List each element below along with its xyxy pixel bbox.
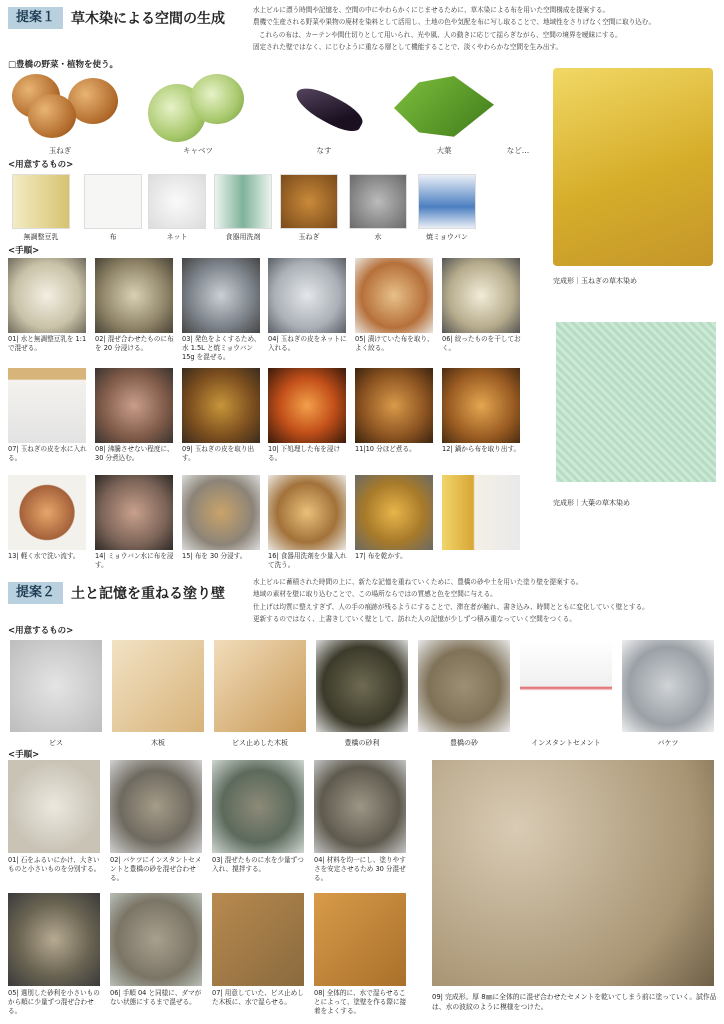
step2-3: 03| 混ぜたものに水を少量ずつ入れ、撹拌する。 [212, 760, 308, 874]
material2-cement: インスタントセメント [520, 640, 612, 748]
step2-6: 06| 手順 04 と同様に、ダマがない状態にするまで混ぜる。 [110, 893, 206, 1007]
step-3: 03| 発色をよくするため、水 1.5L と焼ミョウバン 15g を混ぜる。 [182, 258, 264, 362]
step-6: 06| 絞ったものを干しておく。 [442, 258, 524, 353]
intro-line: 地域の素材を壁に取り込むことで、この場所ならではの質感と色を空間に与える。 [253, 590, 497, 599]
intro-line: 水上ビルに漂う時間や記憶を、空間の中にやわらかくにじませるために、草木染による布を用いた空間構成を提案する。 [253, 6, 610, 14]
material2-sand: 豊橋の砂 [418, 640, 510, 748]
proposal2-title: 土と記憶を重ねる塗り壁 [71, 586, 226, 602]
material2-board: 木板 [112, 640, 204, 748]
material2-screwed-board: ビス止めした木板 [214, 640, 306, 748]
step-10: 10| 下処理した布を浸ける。 [268, 368, 350, 463]
step-7: 07| 玉ねぎの皮を水に入れる。 [8, 368, 90, 463]
proposal2-intro [253, 576, 723, 626]
proposal1-tag: 提案１ [8, 7, 63, 29]
cabbage-photo [148, 72, 244, 144]
step2-7: 07| 用意していた、ビス止めした木板に、水で湿らせる。 [212, 893, 308, 1007]
step-14: 14| ミョウバン水に布を浸す。 [95, 475, 177, 570]
intro-line: 水上ビルに蓄積された時間の上に、新たな記憶を重ねていくために、豊橋の砂や土を用いた塗り壁を提案する。 [253, 578, 583, 586]
step-2: 02| 混ぜ合わせたものに布を 20 分浸ける。 [95, 258, 177, 353]
result-wall-caption: 09| 完成形。厚 8㎜に全体的に混ぜ合わせたセメントを乾いてしまう前に塗っていく。試作品は、水の波紋のように模様をつけた。 [432, 993, 717, 1011]
material-item: 焼ミョウバン [418, 174, 482, 242]
proposal1-title: 草木染による空間の生成 [71, 11, 226, 27]
material2-bucket: バケツ [622, 640, 714, 748]
step2-4: 04| 材料を均一にし、塗りやすさを安定させるため 30 分混ぜる。 [314, 760, 410, 883]
intro-line: これらの布は、カーテンや間仕切りとして用いられ、光や風、人の動きに応じて揺らぎながら、空間の境界を曖昧にする。 [259, 30, 622, 39]
materials2-heading: <用意するもの> [8, 626, 74, 636]
proposal2-header [8, 582, 225, 604]
step2-1: 01| 石をふるいにかけ、大きいものと小さいものを分別する。 [8, 760, 104, 874]
proposal2-tag: 提案２ [8, 582, 63, 604]
veg-label: キャベツ [183, 146, 213, 155]
result-yellow-cloth [553, 68, 713, 266]
result-caption: 完成形｜玉ねぎの草木染め [553, 277, 637, 285]
step-12: 12| 鍋から布を取り出す。 [442, 368, 524, 454]
step-15: 15| 布を 30 分浸す。 [182, 475, 264, 561]
veg-label: なす [316, 146, 332, 155]
vegetables-heading: □豊橋の野菜・植物を使う。 [8, 60, 119, 70]
step-16: 16| 食器用洗剤を少量入れて洗う。 [268, 475, 350, 570]
material2-gravel: 豊橋の砂利 [316, 640, 408, 748]
shiso-photo [392, 74, 496, 142]
veg-label: など… [506, 146, 530, 155]
step-17: 17| 布を乾かす。 [355, 475, 437, 561]
step-8: 08| 沸騰させない程度に、30 分煮込む。 [95, 368, 177, 463]
materials-row [8, 174, 538, 249]
material-item: 水 [349, 174, 413, 242]
material-item: 玉ねぎ [280, 174, 344, 242]
proposal1-header [8, 7, 225, 29]
step-1: 01| 水と無調整豆乳を 1:1 で混ぜる。 [8, 258, 90, 353]
step-5: 05| 漬けていた布を取り、よく絞る。 [355, 258, 437, 353]
intro-line: 固定された壁ではなく、にじむように重なる層として機能することで、淡くやわらかな空間を生み出す。 [253, 43, 563, 52]
result-caption: 完成形｜大葉の草木染め [553, 499, 630, 507]
intro-line: 農機で生産される野菜や果物の廃材を染料として活用し、土地の色や気配を布に写し取ることで、地域性をさりげなく空間に取り込む。 [253, 18, 656, 27]
proposal1-intro [253, 4, 723, 54]
step-9: 09| 玉ねぎの皮を取り出す。 [182, 368, 264, 463]
steps-heading: <手順> [8, 246, 40, 256]
material-item: 無調整豆乳 [12, 174, 76, 242]
step-13: 13| 軽く水で洗い流す。 [8, 475, 90, 561]
veg-label: 大葉 [436, 146, 452, 155]
intro-line: 更新するのではなく、上書きしていく壁として、訪れた人の記憶が少しずつ積み重なっていく空間をつくる。 [253, 615, 576, 624]
material-item: 食器用洗剤 [214, 174, 278, 242]
onion-photo [10, 72, 125, 142]
result-wall-photo [432, 760, 714, 986]
material2-screws: ビス [10, 640, 102, 748]
step2-5: 05| 選別した砂利を小さいものから順に少量ずつ混ぜ合わせる。 [8, 893, 104, 1016]
step2-8: 08| 全体的に、水で湿らせることによって、塗壁を作る際に接着をよくする。 [314, 893, 410, 1016]
intro-line: 仕上げは均質に整えすぎず、人の手の痕跡が残るようにすることで、滞在者が触れ、書き込み、時間とともに変化していく壁とする。 [253, 602, 649, 611]
step-11: 11|10 分ほど煮る。 [355, 368, 437, 454]
step-4: 04| 玉ねぎの皮をネットに入れる。 [268, 258, 350, 353]
steps2-heading: <手順> [8, 750, 40, 760]
veg-label: 玉ねぎ [48, 146, 72, 155]
step-18 [442, 475, 524, 552]
material-item: 布 [84, 174, 148, 242]
material-item: ネット [148, 174, 212, 242]
step2-2: 02| バケツにインスタントセメントと豊橋の砂を混ぜ合わせる。 [110, 760, 206, 883]
materials-heading: <用意するもの> [8, 160, 74, 170]
eggplant-photo [283, 72, 373, 142]
result-green-cloth [556, 322, 716, 482]
